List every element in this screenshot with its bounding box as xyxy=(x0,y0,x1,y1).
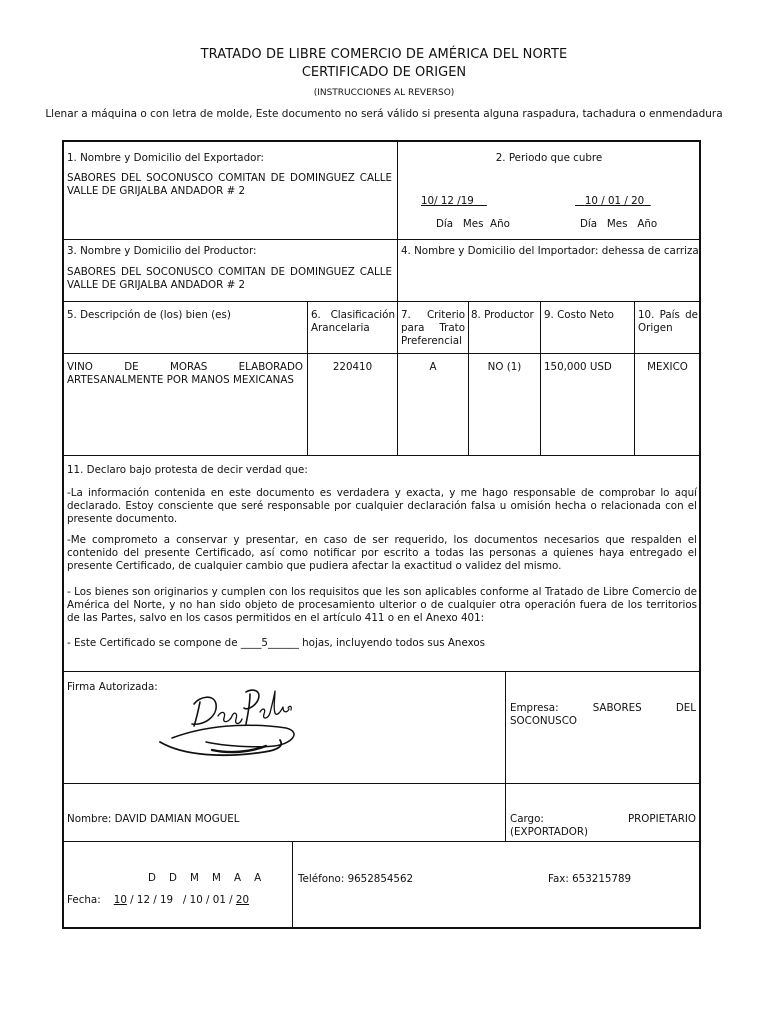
position-field: Cargo: PROPIETARIO (EXPORTADOR) xyxy=(510,813,696,838)
signature-label: Firma Autorizada: xyxy=(67,681,158,693)
importer-label: 4. Nombre y Domicilio del Importador: dehessa de carrizal xyxy=(401,245,702,257)
goods-net-cost: 150,000 USD xyxy=(544,361,612,373)
producer-address-line1: SABORES DEL SOCONUSCO COMITAN DE DOMINGUEZ CALLE xyxy=(67,266,392,278)
period-to-columns: Día Mes Año xyxy=(580,218,658,230)
divider xyxy=(64,353,700,354)
net-cost-header: 9. Costo Neto xyxy=(544,309,614,321)
period-from-columns: Día Mes Año xyxy=(436,218,510,230)
signer-name: Nombre: DAVID DAMIAN MOGUEL xyxy=(67,813,240,825)
phone-number: Teléfono: 9652854562 xyxy=(298,873,414,885)
divider xyxy=(64,783,700,784)
sheets-count-line: - Este Certificado se compone de ____5______ hojas, incluyendo todos sus Anexos xyxy=(67,637,486,649)
goods-classification: 220410 xyxy=(332,361,373,373)
fax-number: Fax: 653215789 xyxy=(548,873,632,885)
exporter-address-line1: SABORES DEL SOCONUSCO COMITAN DE DOMINGUEZ CALLE xyxy=(67,172,392,184)
certificate-form xyxy=(62,140,701,929)
company-field: Empresa: SABORES DEL SOCONUSCO xyxy=(510,702,696,727)
declaration-paragraph-1: -La información contenida en este documento es verdadera y exacta, y me hago responsable de comprobar lo aquí declarado. Estoy consciente que seré responsable por cualquier declaración falsa u omisión hecha o relacionada con el presente documento. xyxy=(67,487,697,525)
divider xyxy=(505,671,506,841)
date-columns: D D M M A A xyxy=(148,872,262,884)
period-from: 10/ 12 /19 xyxy=(421,195,474,207)
producer-label: 3. Nombre y Domicilio del Productor: xyxy=(67,245,257,257)
fill-notice: Llenar a máquina o con letra de molde, Este documento no será válido si presenta alguna raspadura, tachadura o enmendadura xyxy=(45,108,723,120)
goods-description-line2: ARTESANALMENTE POR MANOS MEXICANAS xyxy=(67,374,294,386)
period-label: 2. Periodo que cubre xyxy=(495,152,603,164)
declaration-heading: 11. Declaro bajo protesta de decir verdad que: xyxy=(67,464,308,476)
classification-header: 6. Clasificación Arancelaria xyxy=(311,309,395,334)
producer-address-line2: VALLE DE GRIJALBA ANDADOR # 2 xyxy=(67,279,246,291)
goods-description-line1: VINO DE MORAS ELABORADO xyxy=(67,361,303,373)
exporter-address-line2: VALLE DE GRIJALBA ANDADOR # 2 xyxy=(67,185,246,197)
criterion-header: 7. Criterio para Trato Preferencial xyxy=(401,309,465,347)
divider xyxy=(292,841,293,929)
divider xyxy=(307,301,308,455)
divider xyxy=(64,301,700,302)
table-row xyxy=(67,361,303,387)
divider xyxy=(64,841,700,842)
divider xyxy=(64,455,700,456)
document-title: TRATADO DE LIBRE COMERCIO DE AMÉRICA DEL NORTE xyxy=(200,47,568,62)
divider xyxy=(540,301,541,455)
goods-criterion: A xyxy=(429,361,437,373)
divider xyxy=(64,671,700,672)
description-header: 5. Descripción de (los) bien (es) xyxy=(67,309,231,321)
divider xyxy=(64,239,700,240)
declaration-paragraph-2: -Me comprometo a conservar y presentar, en caso de ser requerido, los documentos necesarios que respalden el contenido del presente Certificado, así como notificar por escrito a todas las personas a quienes haya entregado el presente Certificado, de cualquier cambio que pudiera afectar la exactitud o validez del mismo. xyxy=(67,534,697,572)
divider xyxy=(468,301,469,455)
exporter-label: 1. Nombre y Domicilio del Exportador: xyxy=(67,152,264,164)
producer-header: 8. Productor xyxy=(471,309,534,321)
declaration-paragraph-3: - Los bienes son originarios y cumplen con los requisitos que les son aplicables conforme al Tratado de Libre Comercio de América del Norte, y no han sido objeto de procesamiento ulterior o de cualquier otra operación fuera de los territorios de las Partes, salvo en los casos permitidos en el artículo 411 o en el Anexo 401: xyxy=(67,586,697,624)
signature-image xyxy=(154,686,304,766)
date-field: Fecha: 10 / 12 / 19 / 10 / 01 / 20 xyxy=(67,894,250,906)
country-header: 10. País de Origen xyxy=(638,309,698,334)
period-to: 10 / 01 / 20 xyxy=(584,195,645,207)
divider xyxy=(397,301,398,455)
goods-country: MEXICO xyxy=(647,361,688,373)
goods-producer: NO (1) xyxy=(487,361,522,373)
document-subtitle: CERTIFICADO DE ORIGEN xyxy=(301,65,467,80)
divider xyxy=(634,301,635,455)
instructions-note: (INSTRUCCIONES AL REVERSO) xyxy=(313,88,455,98)
